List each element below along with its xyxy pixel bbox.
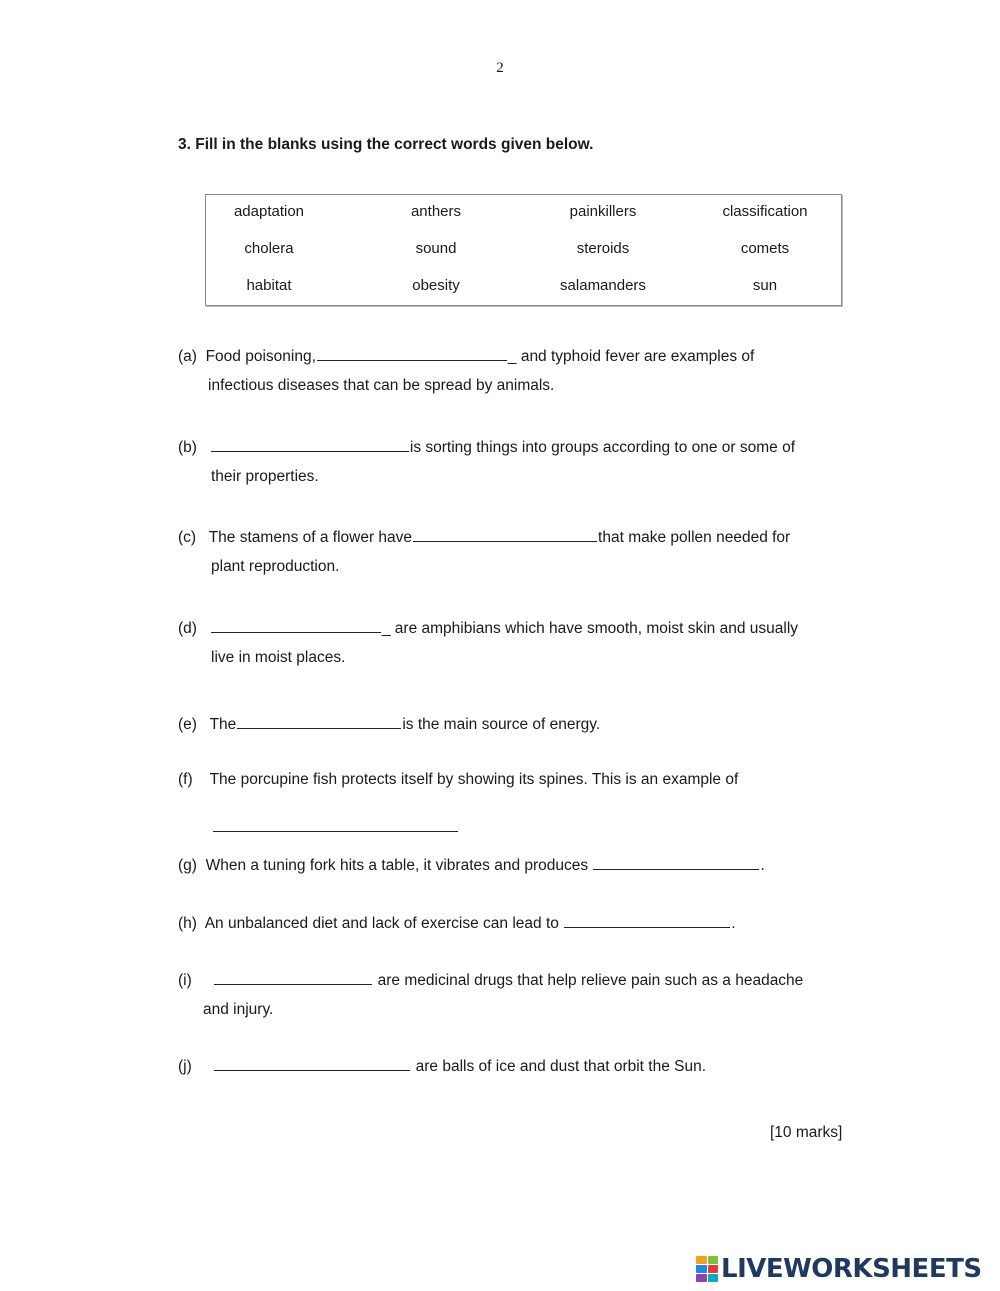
question-i — [178, 966, 803, 995]
answer-blank-g[interactable] — [593, 854, 759, 870]
word-bank-item: cholera — [244, 240, 294, 257]
word-bank-item: sun — [752, 277, 778, 294]
question-text: The — [209, 716, 237, 733]
question-e — [178, 710, 600, 739]
answer-blank-i[interactable] — [214, 969, 372, 985]
question-label: (h) — [178, 915, 197, 932]
question-label: (g) — [178, 857, 197, 874]
question-b-line2: their properties. — [211, 468, 319, 485]
question-text: are balls of ice and dust that orbit the Sun. — [415, 1058, 707, 1075]
question-d — [178, 614, 798, 643]
word-bank-item: steroids — [576, 240, 630, 257]
brand-name: LIVEWORKSHEETS — [721, 1254, 982, 1284]
question-a-line2: infectious diseases that can be spread by animals. — [208, 377, 555, 394]
word-bank-item: classification — [722, 203, 808, 220]
answer-blank-h[interactable] — [564, 912, 730, 928]
question-label: (i) — [178, 972, 192, 989]
question-text: Food poisoning, — [205, 348, 316, 365]
word-bank-item: obesity — [412, 277, 460, 294]
answer-blank-c[interactable] — [413, 526, 597, 542]
question-label: (c) — [178, 529, 197, 546]
question-label: (e) — [178, 716, 197, 733]
answer-blank-f[interactable] — [213, 816, 458, 832]
question-label: (f) — [178, 771, 193, 788]
logo-icon — [696, 1256, 718, 1282]
question-g — [178, 851, 765, 880]
question-text: that make pollen needed for — [598, 529, 791, 546]
question-label: (a) — [178, 348, 197, 365]
question-a — [178, 342, 754, 371]
question-text: When a tuning fork hits a table, it vibrates and produces — [205, 857, 589, 874]
question-text: is sorting things into groups according to one or some of — [409, 439, 796, 456]
question-h — [178, 909, 736, 938]
question-text: _ are amphibians which have smooth, moist skin and usually — [381, 620, 799, 637]
question-c — [178, 523, 790, 552]
word-bank-item: adaptation — [233, 203, 305, 220]
marks-total: [10 marks] — [770, 1124, 843, 1141]
question-f — [178, 765, 738, 794]
question-d-line2: live in moist places. — [211, 649, 346, 666]
answer-blank-a[interactable] — [317, 345, 507, 361]
word-bank-item: comets — [740, 240, 790, 257]
question-b — [178, 433, 795, 462]
question-text: . — [731, 915, 736, 932]
question-label: (j) — [178, 1058, 192, 1075]
question-heading: 3. Fill in the blanks using the correct words given below. — [178, 136, 594, 153]
question-text: are medicinal drugs that help relieve pain such as a headache — [377, 972, 804, 989]
question-text: An unbalanced diet and lack of exercise can lead to — [204, 915, 559, 932]
question-i-line2: and injury. — [203, 1001, 274, 1018]
question-c-line2: plant reproduction. — [211, 558, 340, 575]
answer-blank-d[interactable] — [211, 617, 381, 633]
question-label: (d) — [178, 620, 197, 637]
question-j — [178, 1052, 706, 1081]
word-bank-item: salamanders — [560, 277, 646, 294]
page-number: 2 — [496, 60, 504, 76]
question-text: . — [760, 857, 765, 874]
answer-blank-j[interactable] — [214, 1055, 410, 1071]
word-bank-item: anthers — [410, 203, 462, 220]
question-text: is the main source of energy. — [402, 716, 601, 733]
word-bank-item: sound — [415, 240, 457, 257]
word-bank-item: habitat — [246, 277, 292, 294]
answer-blank-e[interactable] — [237, 713, 401, 729]
word-bank-item: painkillers — [569, 203, 637, 220]
word-bank — [205, 194, 842, 306]
question-text: _ and typhoid fever are examples of — [507, 348, 755, 365]
question-text: The porcupine fish protects itself by showing its spines. This is an example of — [209, 771, 739, 788]
liveworksheets-logo — [696, 1254, 982, 1284]
question-text: The stamens of a flower have — [208, 529, 413, 546]
answer-blank-b[interactable] — [211, 436, 409, 452]
question-label: (b) — [178, 439, 197, 456]
